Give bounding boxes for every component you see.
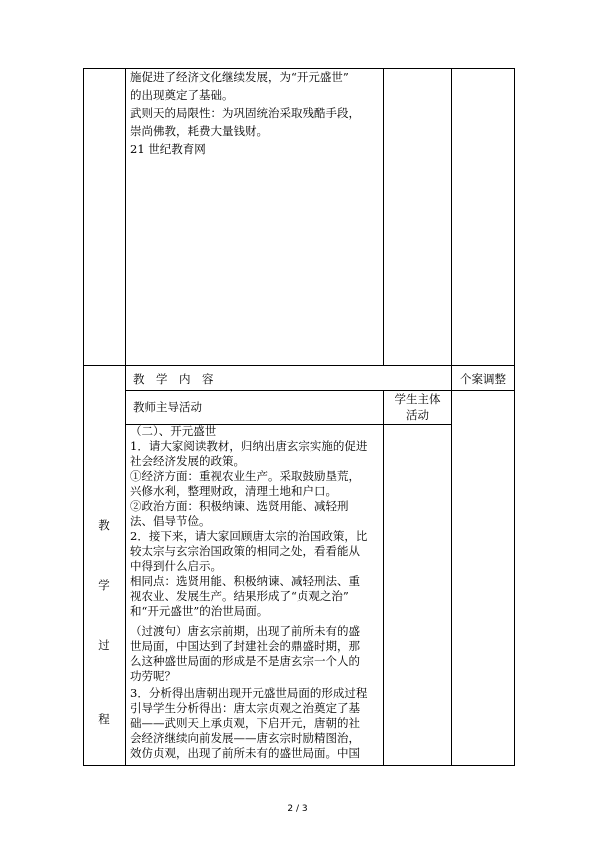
text-line: 和“开元盛世”的治世局面。 — [130, 604, 269, 618]
text-line: 施促进了经济文化继续发展，为“开元盛世” — [130, 70, 349, 84]
text-line: 崇尚佛教，耗费大量钱财。 — [130, 124, 268, 138]
side-label-char: 程 — [98, 712, 110, 726]
table-left-border — [83, 68, 84, 766]
text-line: ①经济方面：重视农业生产。采取鼓励垦荒， — [130, 469, 360, 483]
text-line: 视农业、发展生产。结果形成了“贞观之治” — [130, 589, 349, 603]
text-line: 兴修水利，整理财政，清理土地和户口。 — [130, 484, 337, 498]
table-bottom-border — [83, 765, 514, 766]
student-column-divider-top — [383, 68, 384, 365]
student-activity-header-line1: 学生主体 — [394, 392, 441, 406]
text-line: 2．接下来，请大家回顾唐太宗的治国政策，比 — [130, 529, 368, 543]
adjust-column-divider — [451, 68, 452, 766]
header-row-divider — [125, 390, 514, 391]
content-title: 教 学 内 容 — [133, 372, 214, 386]
text-line: 中得到什么启示。 — [130, 559, 222, 573]
text-line: 效仿贞观，出现了前所未有的盛世局面。中国 — [130, 746, 360, 760]
label-column-divider — [125, 68, 126, 766]
text-line: （二）、开元盛世 — [130, 424, 217, 438]
text-line: 1．请大家阅读教材，归纳出唐玄宗实施的促进 — [130, 439, 368, 453]
side-label-char: 教 — [98, 518, 110, 532]
teacher-activity-header: 教师主导活动 — [133, 400, 202, 414]
page-number: 2 / 3 — [287, 804, 308, 814]
text-line: 会经济继续向前发展——唐玄宗时励精图治， — [130, 731, 360, 745]
text-line: 引导学生分析得出：唐太宗贞观之治奠定了基 — [130, 701, 360, 715]
student-activity-header-line2: 活动 — [406, 408, 429, 422]
table-top-border — [83, 68, 514, 69]
text-line: 么这种盛世局面的形成是不是唐玄宗一个人的 — [130, 654, 360, 668]
text-line: 21 世纪教育网 — [130, 142, 206, 156]
text-line: 功劳呢？ — [130, 669, 176, 683]
side-label-char: 过 — [98, 638, 110, 652]
text-line: 武则天的局限性：为巩固统治采取残酷手段， — [130, 106, 360, 120]
text-line: 的出现奠定了基础。 — [130, 88, 234, 102]
text-line: 法、倡导节俭。 — [130, 514, 211, 528]
student-column-divider-bottom — [383, 390, 384, 765]
text-line: 世局面，中国达到了封建社会的鼎盛时期，那 — [130, 639, 360, 653]
table-right-border — [514, 68, 515, 766]
text-line: 相同点：选贤用能、积极纳谏、减轻刑法、重 — [130, 574, 360, 588]
text-line: ②政治方面：积极纳谏、选贤用能、减轻刑 — [130, 499, 349, 513]
text-line: （过渡句）唐玄宗前期，出现了前所未有的盛 — [130, 624, 360, 638]
side-label-char: 学 — [98, 578, 110, 592]
section-divider — [83, 365, 514, 366]
adjust-header: 个案调整 — [460, 372, 506, 386]
text-line: 社会经济发展的政策。 — [130, 454, 245, 468]
text-line: 较太宗与玄宗治国政策的相同之处，看看能从 — [130, 544, 360, 558]
text-line: 础——武则天上承贞观，下启开元，唐朝的社 — [130, 716, 360, 730]
text-line: 3．分析得出唐朝出现开元盛世局面的形成过程 — [130, 686, 368, 700]
